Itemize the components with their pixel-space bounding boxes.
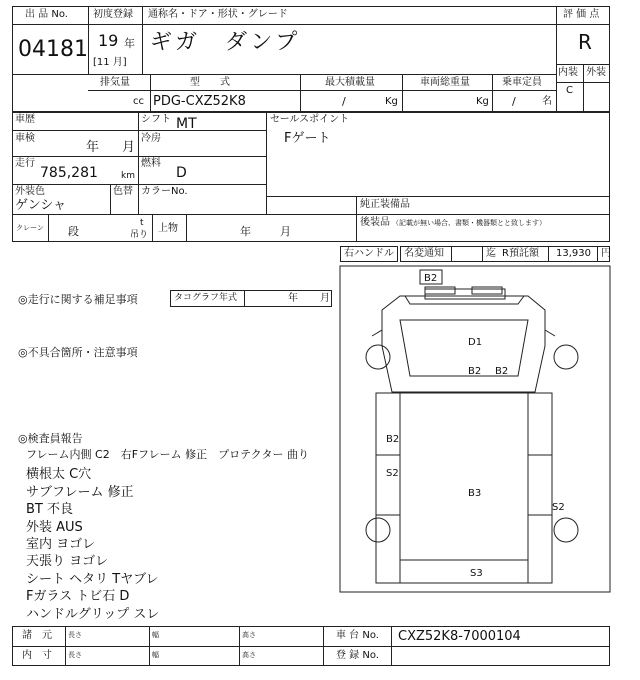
sales-point-label: セールスポイント <box>270 114 350 125</box>
yen-unit: 円 <box>601 248 611 259</box>
damage-mark-d1: D1 <box>468 337 483 348</box>
damage-mark-b2: B2 <box>468 366 482 377</box>
rear-right-tyre <box>554 518 578 542</box>
cc-unit: cc <box>133 96 144 107</box>
report-line: BT 不良 <box>26 502 73 518</box>
displacement-label: 排気量 <box>100 77 130 88</box>
damage-mark-s2: S2 <box>552 502 565 513</box>
recycle-label: R預託額 <box>502 248 539 259</box>
damage-mark-b2: B2 <box>386 434 400 445</box>
running-notes-label: ◎走行に関する補足事項 <box>18 293 138 306</box>
recycle-value: 13,930 <box>556 248 591 259</box>
defects-label: ◎不具合箇所・注意事項 <box>18 346 138 359</box>
mileage-value: 785,281 <box>40 165 98 181</box>
name-change-label: 名変通知 <box>404 248 444 259</box>
lot-no: 04181 <box>18 37 88 62</box>
damage-mark-b2: B2 <box>495 366 509 377</box>
shift-value: MT <box>176 116 197 132</box>
report-line: ハンドルグリップ スレ <box>26 606 160 622</box>
first-reg-year: 19 <box>98 31 119 50</box>
height-label-2: 高さ <box>242 651 256 659</box>
rear-left-tyre <box>366 518 390 542</box>
crane-label: クレーン <box>16 224 44 232</box>
type-value: PDG-CXZ52K8 <box>153 94 246 109</box>
capacity-value: / <box>512 95 516 108</box>
gross-weight-kg: Kg <box>476 96 489 107</box>
diagram-frame <box>340 266 610 592</box>
inspection-label: 車検 <box>15 133 35 144</box>
crane-mount-label: 上物 <box>158 223 178 234</box>
damage-mark-s3: S3 <box>470 568 483 579</box>
height-label: 高さ <box>242 631 256 639</box>
inspection-month: 月 <box>122 140 136 155</box>
exterior-color-value: ゲンシャ <box>15 198 67 213</box>
length-label-2: 長さ <box>68 651 82 659</box>
inspection-year: 年 <box>86 140 100 155</box>
exterior-label: 外装 <box>586 67 606 78</box>
lot-no-label: 出 品 No. <box>25 9 68 20</box>
fuel-value: D <box>176 165 187 181</box>
report-line: フレーム内側 C2 右Fフレーム 修正 プロテクター 曲り <box>26 448 309 461</box>
report-line: 室内 ヨゴレ <box>26 537 96 552</box>
exterior-color-label: 外装色 <box>15 186 45 197</box>
inspector-label: ◎検査員報告 <box>18 432 83 445</box>
width-label-2: 幅 <box>152 651 159 659</box>
model-name-label: 通称名・ドア・形状・グレード <box>148 9 288 20</box>
crane-year: 年 <box>240 225 251 238</box>
reg-label: 登 録 No. <box>336 650 379 661</box>
right-hand-label: 右ハンドル <box>344 248 394 259</box>
interior-grade: C <box>566 85 573 96</box>
inner-label: 内 寸 <box>22 650 52 661</box>
report-line: Fガラス トビ石 D <box>26 589 130 605</box>
shift-label: シフト <box>141 114 171 125</box>
mileage-label: 走行 <box>15 158 35 169</box>
report-line: 天張り ヨゴレ <box>26 554 109 570</box>
model-name: ギガ ダンプ <box>150 30 301 55</box>
tacho-month: 月 <box>320 293 330 304</box>
report-line: 外装 AUS <box>26 519 83 535</box>
name-change-field <box>451 246 483 262</box>
aftermarket-label: 後装品 <box>360 217 390 228</box>
aftermarket-note: （記載が無い場合、書類・機器類とと致します） <box>392 219 546 227</box>
damage-mark-b3: B3 <box>468 488 482 499</box>
grade-label: 評 価 点 <box>563 9 600 20</box>
kg-unit: Kg <box>385 96 398 107</box>
history-label: 車歴 <box>15 114 35 125</box>
km-unit: km <box>121 171 135 181</box>
deposit-label: 迄 <box>486 248 496 259</box>
crane-ton: t <box>140 218 144 228</box>
first-reg-month: [11 月] <box>93 57 127 68</box>
chassis-value: CXZ52K8-7000104 <box>398 629 521 644</box>
interior-label: 内装 <box>558 67 578 78</box>
capacity-label: 乗車定員 <box>502 77 542 88</box>
first-reg-label: 初度登録 <box>93 9 133 20</box>
ac-label: 冷房 <box>141 133 161 144</box>
b2-marker-box <box>420 270 442 284</box>
specs-label: 諸 元 <box>22 630 52 641</box>
color-swap-label: 色替 <box>113 186 133 197</box>
fuel-label: 燃料 <box>141 158 161 169</box>
report-line: サブフレーム 修正 <box>26 484 134 500</box>
color-no-label: カラーNo. <box>141 186 188 197</box>
report-line: 横根太 C穴 <box>26 467 92 483</box>
cab-outline <box>382 296 545 392</box>
gross-weight-label: 車両総重量 <box>420 77 470 88</box>
grade-value: R <box>578 30 592 54</box>
crane-month: 月 <box>280 225 291 238</box>
genuine-equipment-label: 純正装備品 <box>360 199 410 210</box>
sales-point-value: Fゲート <box>284 131 331 146</box>
max-load-value: / <box>342 95 346 108</box>
capacity-unit: 名 <box>542 96 552 107</box>
tachograph-label: タコグラフ年式 <box>174 293 238 303</box>
max-load-label: 最大積載量 <box>325 77 375 88</box>
front-left-tyre <box>366 345 390 369</box>
type-label: 型 式 <box>190 77 230 88</box>
dump-bed <box>376 393 552 583</box>
damage-mark-s2: S2 <box>386 468 399 479</box>
damage-mark-b2: B2 <box>424 273 438 284</box>
length-label: 長さ <box>68 631 82 639</box>
tacho-year: 年 <box>288 293 298 304</box>
year-unit: 年 <box>124 37 135 50</box>
report-line: シート ヘタリ Tヤブレ <box>26 571 159 587</box>
chassis-label: 車 台 No. <box>336 630 379 641</box>
width-label: 幅 <box>152 631 159 639</box>
crane-lift: 吊り <box>130 230 149 240</box>
front-right-tyre <box>554 345 578 369</box>
crane-stage: 段 <box>68 225 79 238</box>
